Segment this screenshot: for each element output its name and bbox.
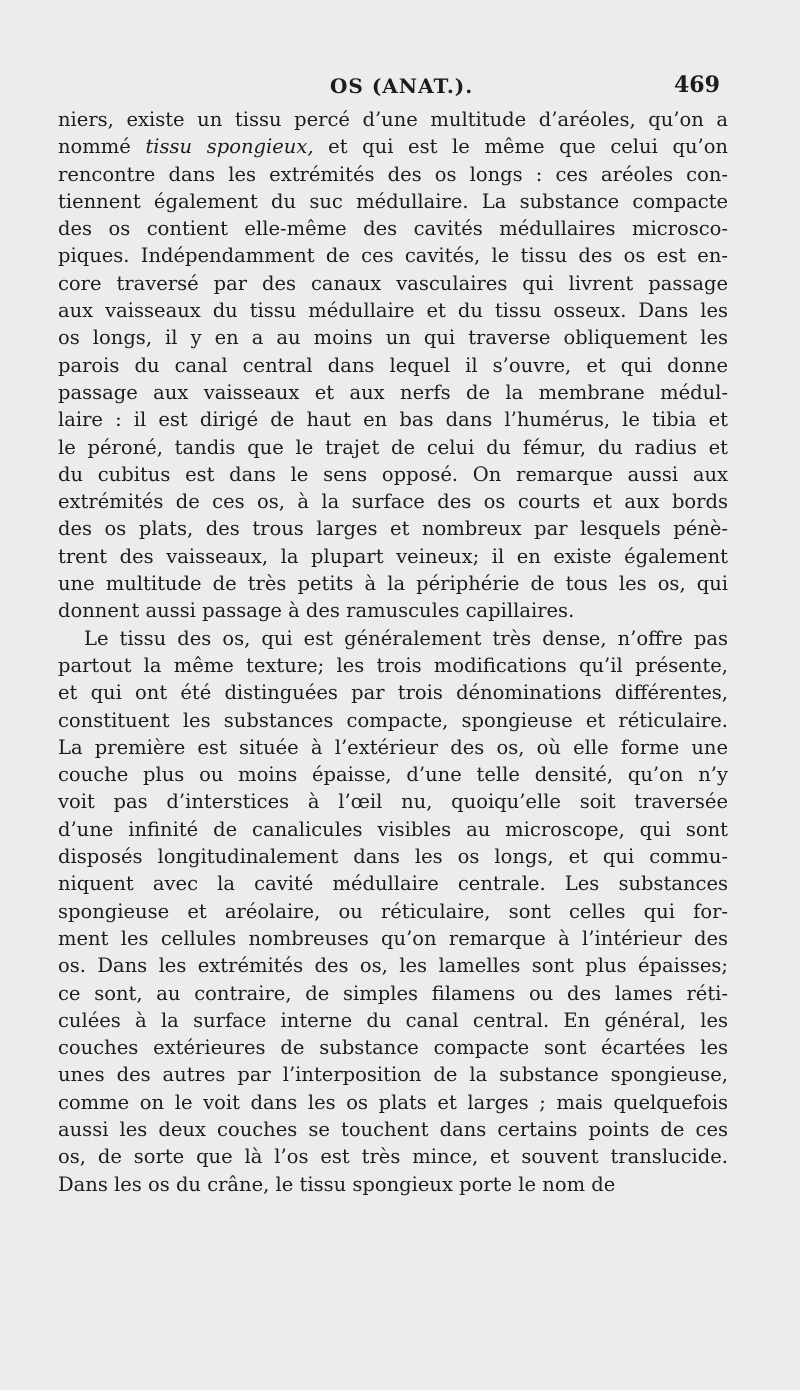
text-line bbox=[58, 461, 728, 488]
italic-term: tissu spongieux, bbox=[145, 135, 314, 159]
text-line bbox=[58, 406, 728, 433]
text-segment: piques. Indépendamment de ces cavités, le tissu des os est en- bbox=[58, 244, 728, 268]
text-line bbox=[58, 625, 728, 652]
text-line bbox=[58, 788, 728, 815]
text-segment: passage aux vaisseaux et aux nerfs de la membrane médul- bbox=[58, 380, 728, 404]
text-segment: core traversé par des canaux vasculaires qui livrent passage bbox=[58, 271, 728, 295]
text-segment: voit pas d’interstices à l’œil nu, quoiqu’elle soit traversée bbox=[58, 790, 728, 814]
page-header bbox=[0, 66, 800, 106]
text-line bbox=[58, 270, 728, 297]
text-line bbox=[58, 133, 728, 160]
text-segment: le péroné, tandis que le trajet de celui du fémur, du radius et bbox=[58, 435, 728, 459]
text-segment: niquent avec la cavité médullaire centrale. Les substances bbox=[58, 872, 728, 896]
text-line bbox=[58, 816, 728, 843]
text-segment: laire : il est dirigé de haut en bas dans l’humérus, le tibia et bbox=[58, 408, 728, 432]
text-segment: couches extérieures de substance compacte sont écartées les bbox=[58, 1036, 728, 1060]
text-segment: os, de sorte que là l’os est très mince, et souvent translucide. bbox=[58, 1145, 728, 1169]
text-line bbox=[58, 1171, 728, 1198]
text-segment: couche plus ou moins épaisse, d’une telle densité, qu’on n’y bbox=[58, 763, 728, 787]
text-line bbox=[58, 870, 728, 897]
text-segment: La première est située à l’extérieur des os, où elle forme une bbox=[58, 735, 728, 759]
text-line bbox=[58, 161, 728, 188]
text-line bbox=[58, 1116, 728, 1143]
text-segment: et qui ont été distinguées par trois dénominations différentes, bbox=[58, 681, 728, 705]
text-line bbox=[58, 707, 728, 734]
text-segment: aussi les deux couches se touchent dans certains points de ces bbox=[58, 1117, 728, 1141]
text-line bbox=[58, 843, 728, 870]
text-line bbox=[58, 679, 728, 706]
text-segment: d’une infinité de canalicules visibles au microscope, qui sont bbox=[58, 817, 728, 841]
text-line bbox=[58, 543, 728, 570]
text-segment: disposés longitudinalement dans les os longs, et qui commu- bbox=[58, 845, 728, 869]
text-line bbox=[58, 106, 728, 133]
text-line bbox=[58, 1034, 728, 1061]
text-line bbox=[58, 324, 728, 351]
text-line bbox=[58, 215, 728, 242]
text-line bbox=[58, 188, 728, 215]
text-line bbox=[58, 515, 728, 542]
text-segment: nommé bbox=[58, 135, 146, 159]
text-segment: niers, existe un tissu percé d’une multitude d’aréoles, qu’on a bbox=[58, 108, 728, 131]
text-line bbox=[58, 734, 728, 761]
text-line bbox=[58, 597, 728, 624]
text-segment: des os plats, des trous larges et nombreux par lesquels pénè- bbox=[58, 517, 728, 541]
text-line bbox=[58, 434, 728, 461]
text-segment: parois du canal central dans lequel il s’ouvre, et qui donne bbox=[58, 353, 728, 377]
text-segment: Dans les os du crâne, le tissu spongieux porte le nom de bbox=[58, 1172, 616, 1196]
text-line bbox=[58, 1007, 728, 1034]
text-segment: constituent les substances compacte, spongieuse et réticulaire. bbox=[58, 708, 728, 732]
text-line bbox=[58, 980, 728, 1007]
text-segment: Le tissu des os, qui est généralement très dense, n’offre pas bbox=[84, 626, 728, 650]
running-head: OS (ANAT.). bbox=[330, 74, 474, 98]
text-segment: des os contient elle-même des cavités médullaires microsco- bbox=[58, 217, 728, 241]
text-line bbox=[58, 570, 728, 597]
text-line bbox=[58, 242, 728, 269]
text-segment: aux vaisseaux du tissu médullaire et du tissu osseux. Dans les bbox=[58, 299, 728, 323]
body-text bbox=[58, 106, 728, 1198]
text-segment: une multitude de très petits à la périphérie de tous les os, qui bbox=[58, 572, 728, 596]
text-segment: du cubitus est dans le sens opposé. On remarque aussi aux bbox=[58, 462, 728, 486]
text-line bbox=[58, 352, 728, 379]
text-segment: spongieuse et aréolaire, ou réticulaire, sont celles qui for- bbox=[58, 899, 728, 923]
text-line bbox=[58, 379, 728, 406]
text-line bbox=[58, 898, 728, 925]
text-segment: os longs, il y en a au moins un qui traverse obliquement les bbox=[58, 326, 728, 350]
text-segment: et qui est le même que celui qu’on bbox=[313, 135, 728, 159]
text-line bbox=[58, 1143, 728, 1170]
text-line bbox=[58, 761, 728, 788]
text-line bbox=[58, 952, 728, 979]
text-line bbox=[58, 297, 728, 324]
text-segment: ce sont, au contraire, de simples filamens ou des lames réti- bbox=[58, 981, 728, 1005]
text-segment: culées à la surface interne du canal central. En général, les bbox=[58, 1008, 728, 1032]
text-line bbox=[58, 652, 728, 679]
page-number: 469 bbox=[674, 72, 720, 98]
text-line bbox=[58, 925, 728, 952]
text-segment: partout la même texture; les trois modifications qu’il présente, bbox=[58, 653, 728, 677]
text-segment: rencontre dans les extrémités des os longs : ces aréoles con- bbox=[58, 162, 728, 186]
text-line bbox=[58, 1061, 728, 1088]
text-segment: extrémités de ces os, à la surface des os courts et aux bords bbox=[58, 490, 728, 514]
text-segment: os. Dans les extrémités des os, les lamelles sont plus épaisses; bbox=[58, 954, 728, 978]
text-segment: ment les cellules nombreuses qu’on remarque à l’intérieur des bbox=[58, 926, 728, 950]
text-segment: comme on le voit dans les os plats et larges ; mais quelquefois bbox=[58, 1090, 728, 1114]
text-line bbox=[58, 1089, 728, 1116]
text-segment: trent des vaisseaux, la plupart veineux; il en existe également bbox=[58, 544, 728, 568]
text-line bbox=[58, 488, 728, 515]
text-segment: donnent aussi passage à des ramuscules capillaires. bbox=[58, 599, 575, 623]
text-segment: unes des autres par l’interposition de la substance spongieuse, bbox=[58, 1063, 728, 1087]
text-segment: tiennent également du suc médullaire. La substance compacte bbox=[58, 189, 728, 213]
